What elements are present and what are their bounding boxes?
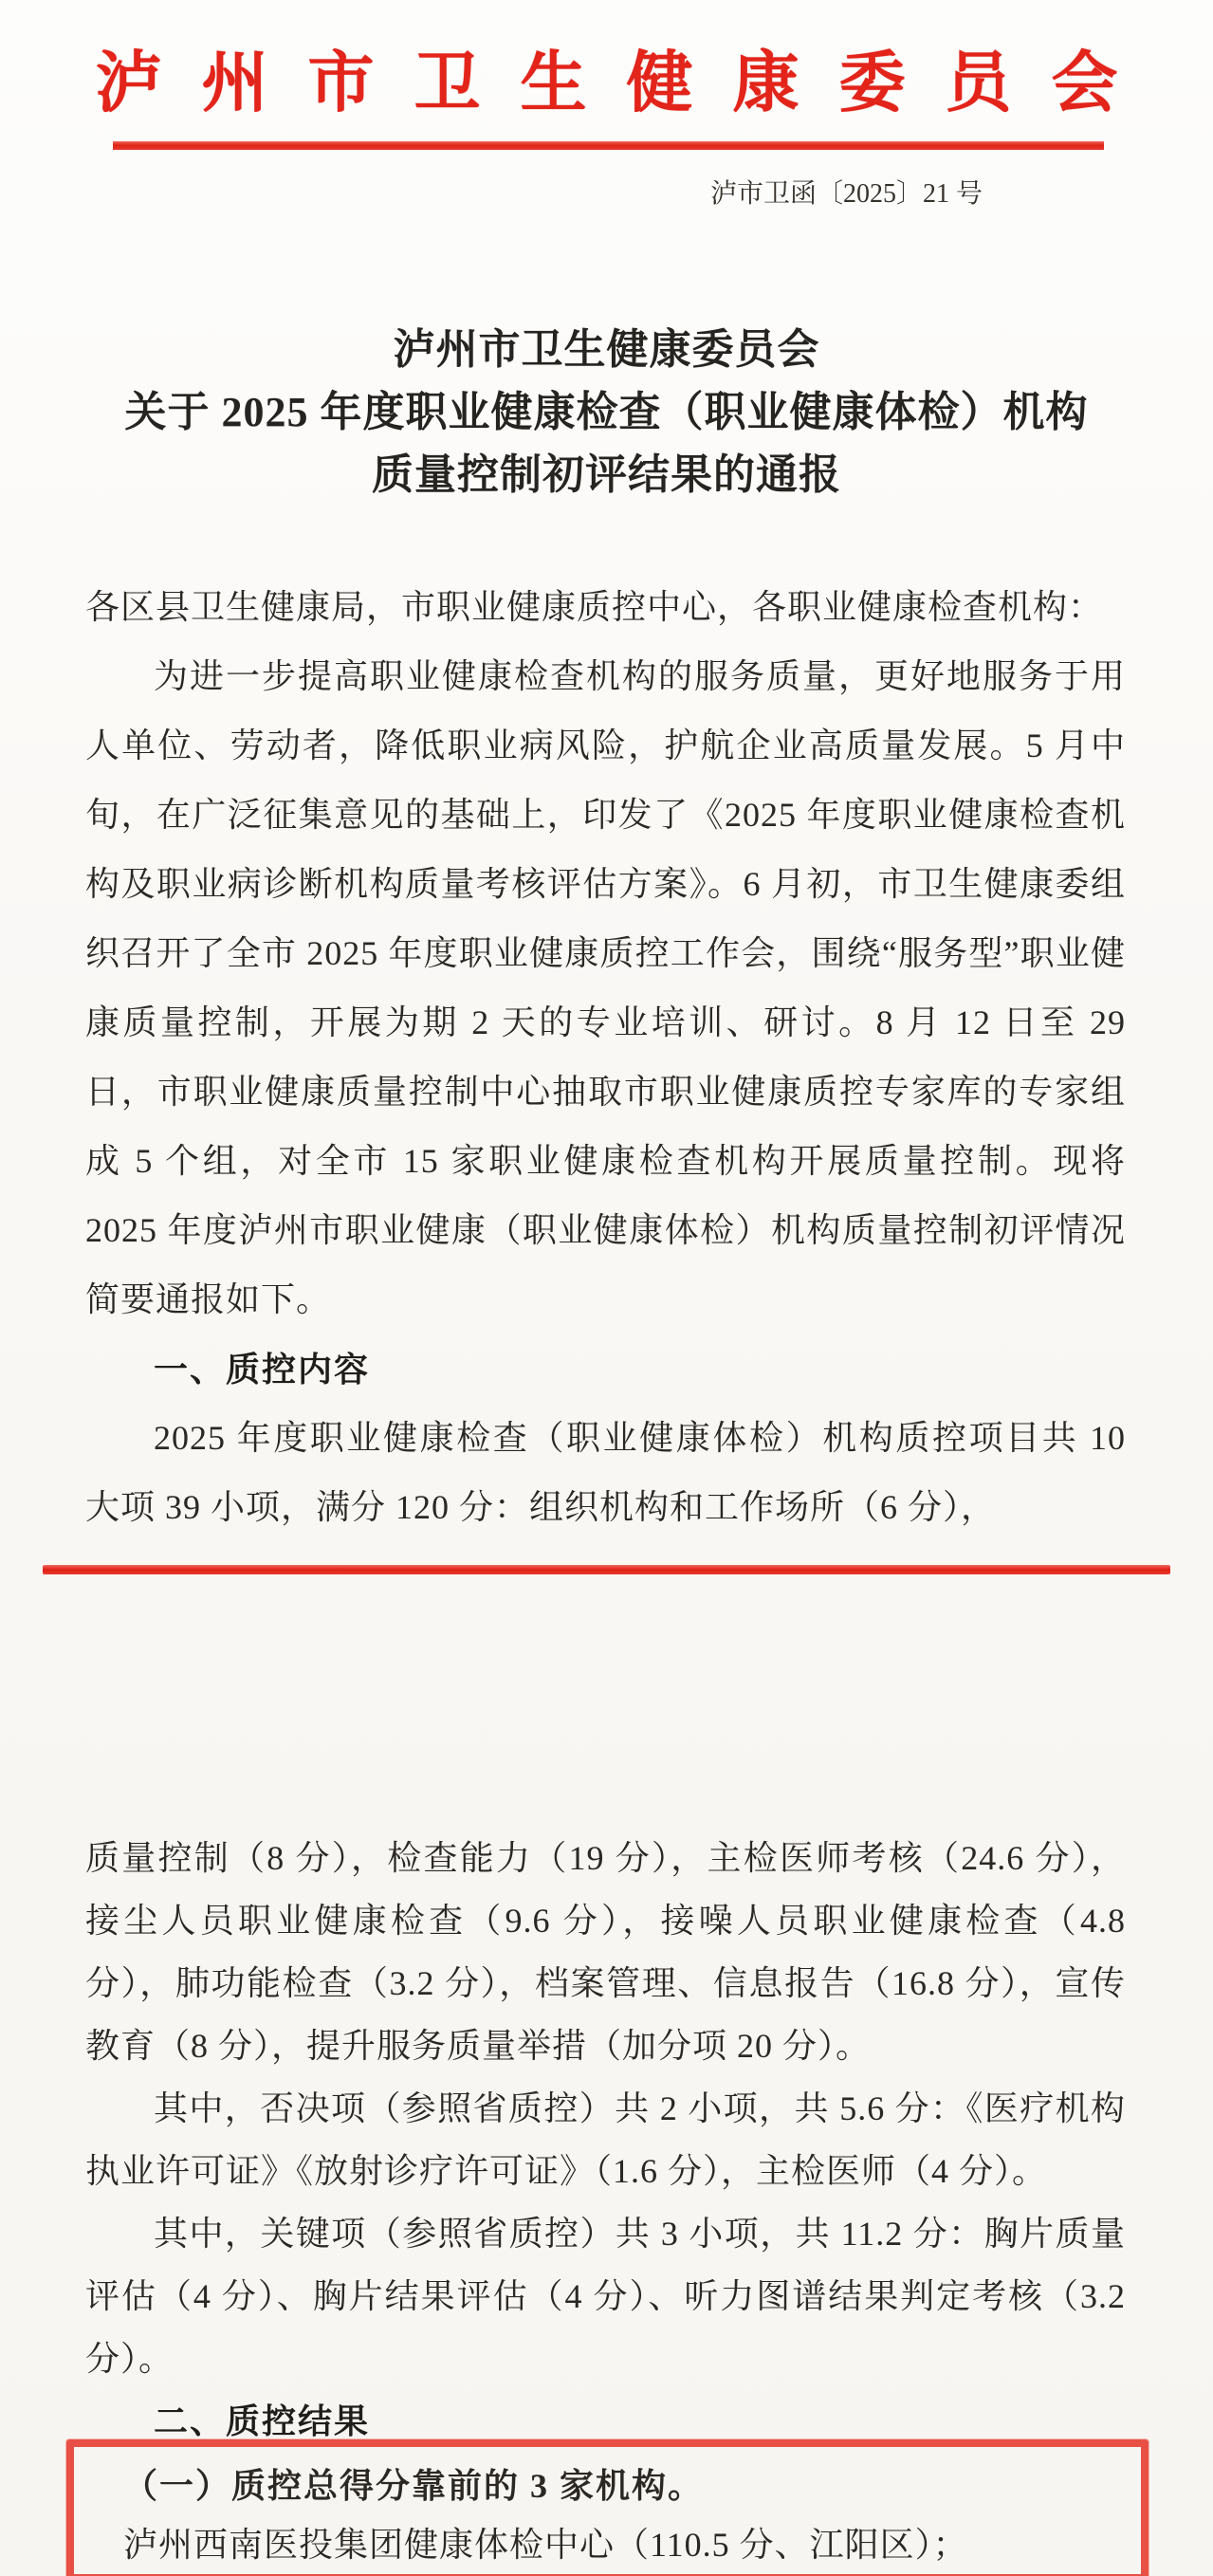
paragraph-items-end: 质量控制（8 分），检查能力（19 分），主检医师考核（24.6 分），接尘人员职业健康检查（9.6 分），接噪人员职业健康检查（4.8 分），肺功能检查（3.2 分），档案管理、信息报告（16.8 分），宣传教育（8 分），提升服务质量举措（加分项 20 分）。 bbox=[85, 1839, 1126, 2065]
notice-title bbox=[0, 319, 1213, 506]
document-number: 泸市卫函〔2025〕21 号 bbox=[709, 179, 983, 209]
notice-title-line1: 泸州市卫生健康委员会 bbox=[393, 326, 820, 373]
highlight-box bbox=[66, 2439, 1149, 2576]
paragraph-key-items: 其中，关键项（参照省质控）共 3 小项，共 11.2 分：胸片质量评估（4 分）、胸片结果评估（4 分）、听力图谱结果判定考核（3.2 分）。 bbox=[85, 2215, 1126, 2378]
body-page-2 bbox=[0, 1827, 1213, 2576]
notice-title-line2: 关于 2025 年度职业健康检查（职业健康体检）机构 bbox=[124, 389, 1089, 435]
letterhead-agency-name: 泸州市卫生健康委员会 bbox=[95, 47, 1158, 120]
paragraph-intro: 为进一步提高职业健康检查机构的服务质量，更好地服务于用人单位、劳动者，降低职业病风险，护航企业高质量发展。5 月中旬，在广泛征集意见的基础上，印发了《2025 年度职业健康检查机构及职业病诊断机构质量考核评估方案》。6 月初，市卫生健康委组织召开了全市 2025 年度职业健康质控工作会，围绕“服务型”职业健康质量控制，开展为期 2 天的专业培训、研讨。8 月 12 日至 29 日，市职业健康质量控制中心抽取市职业健康质控专家库的专家组成 5 个组，对全市 15 家职业健康检查机构开展质量控制。现将 2025 年度泸州市职业健康（职业健康体检）机构质量控制初评情况简要通报如下。 bbox=[85, 657, 1126, 1318]
letterhead-rule bbox=[113, 141, 1104, 150]
page-separator-rule bbox=[43, 1565, 1170, 1574]
body-page-1 bbox=[0, 573, 1213, 1542]
highlight-subheading: （一）质控总得分靠前的 3 家机构。 bbox=[123, 2467, 705, 2505]
highlight-top-institution: 泸州西南医投集团健康体检中心（110.5 分、江阳区）； bbox=[123, 2526, 968, 2564]
section-heading-1: 一、质控内容 bbox=[154, 1350, 371, 1389]
paragraph-items-start: 2025 年度职业健康检查（职业健康体检）机构质控项目共 10 大项 39 小项，满分 120 分：组织机构和工作场所（6 分）， bbox=[85, 1419, 1126, 1526]
paragraph-veto-items: 其中，否决项（参照省质控）共 2 小项，共 5.6 分：《医疗机构执业许可证》《放射诊疗许可证》（1.6 分），主检医师（4 分）。 bbox=[85, 2089, 1126, 2190]
notice-title-line3: 质量控制初评结果的通报 bbox=[372, 451, 841, 498]
section-heading-2: 二、质控结果 bbox=[154, 2401, 371, 2440]
salutation: 各区县卫生健康局，市职业健康质控中心，各职业健康检查机构： bbox=[85, 588, 1104, 626]
